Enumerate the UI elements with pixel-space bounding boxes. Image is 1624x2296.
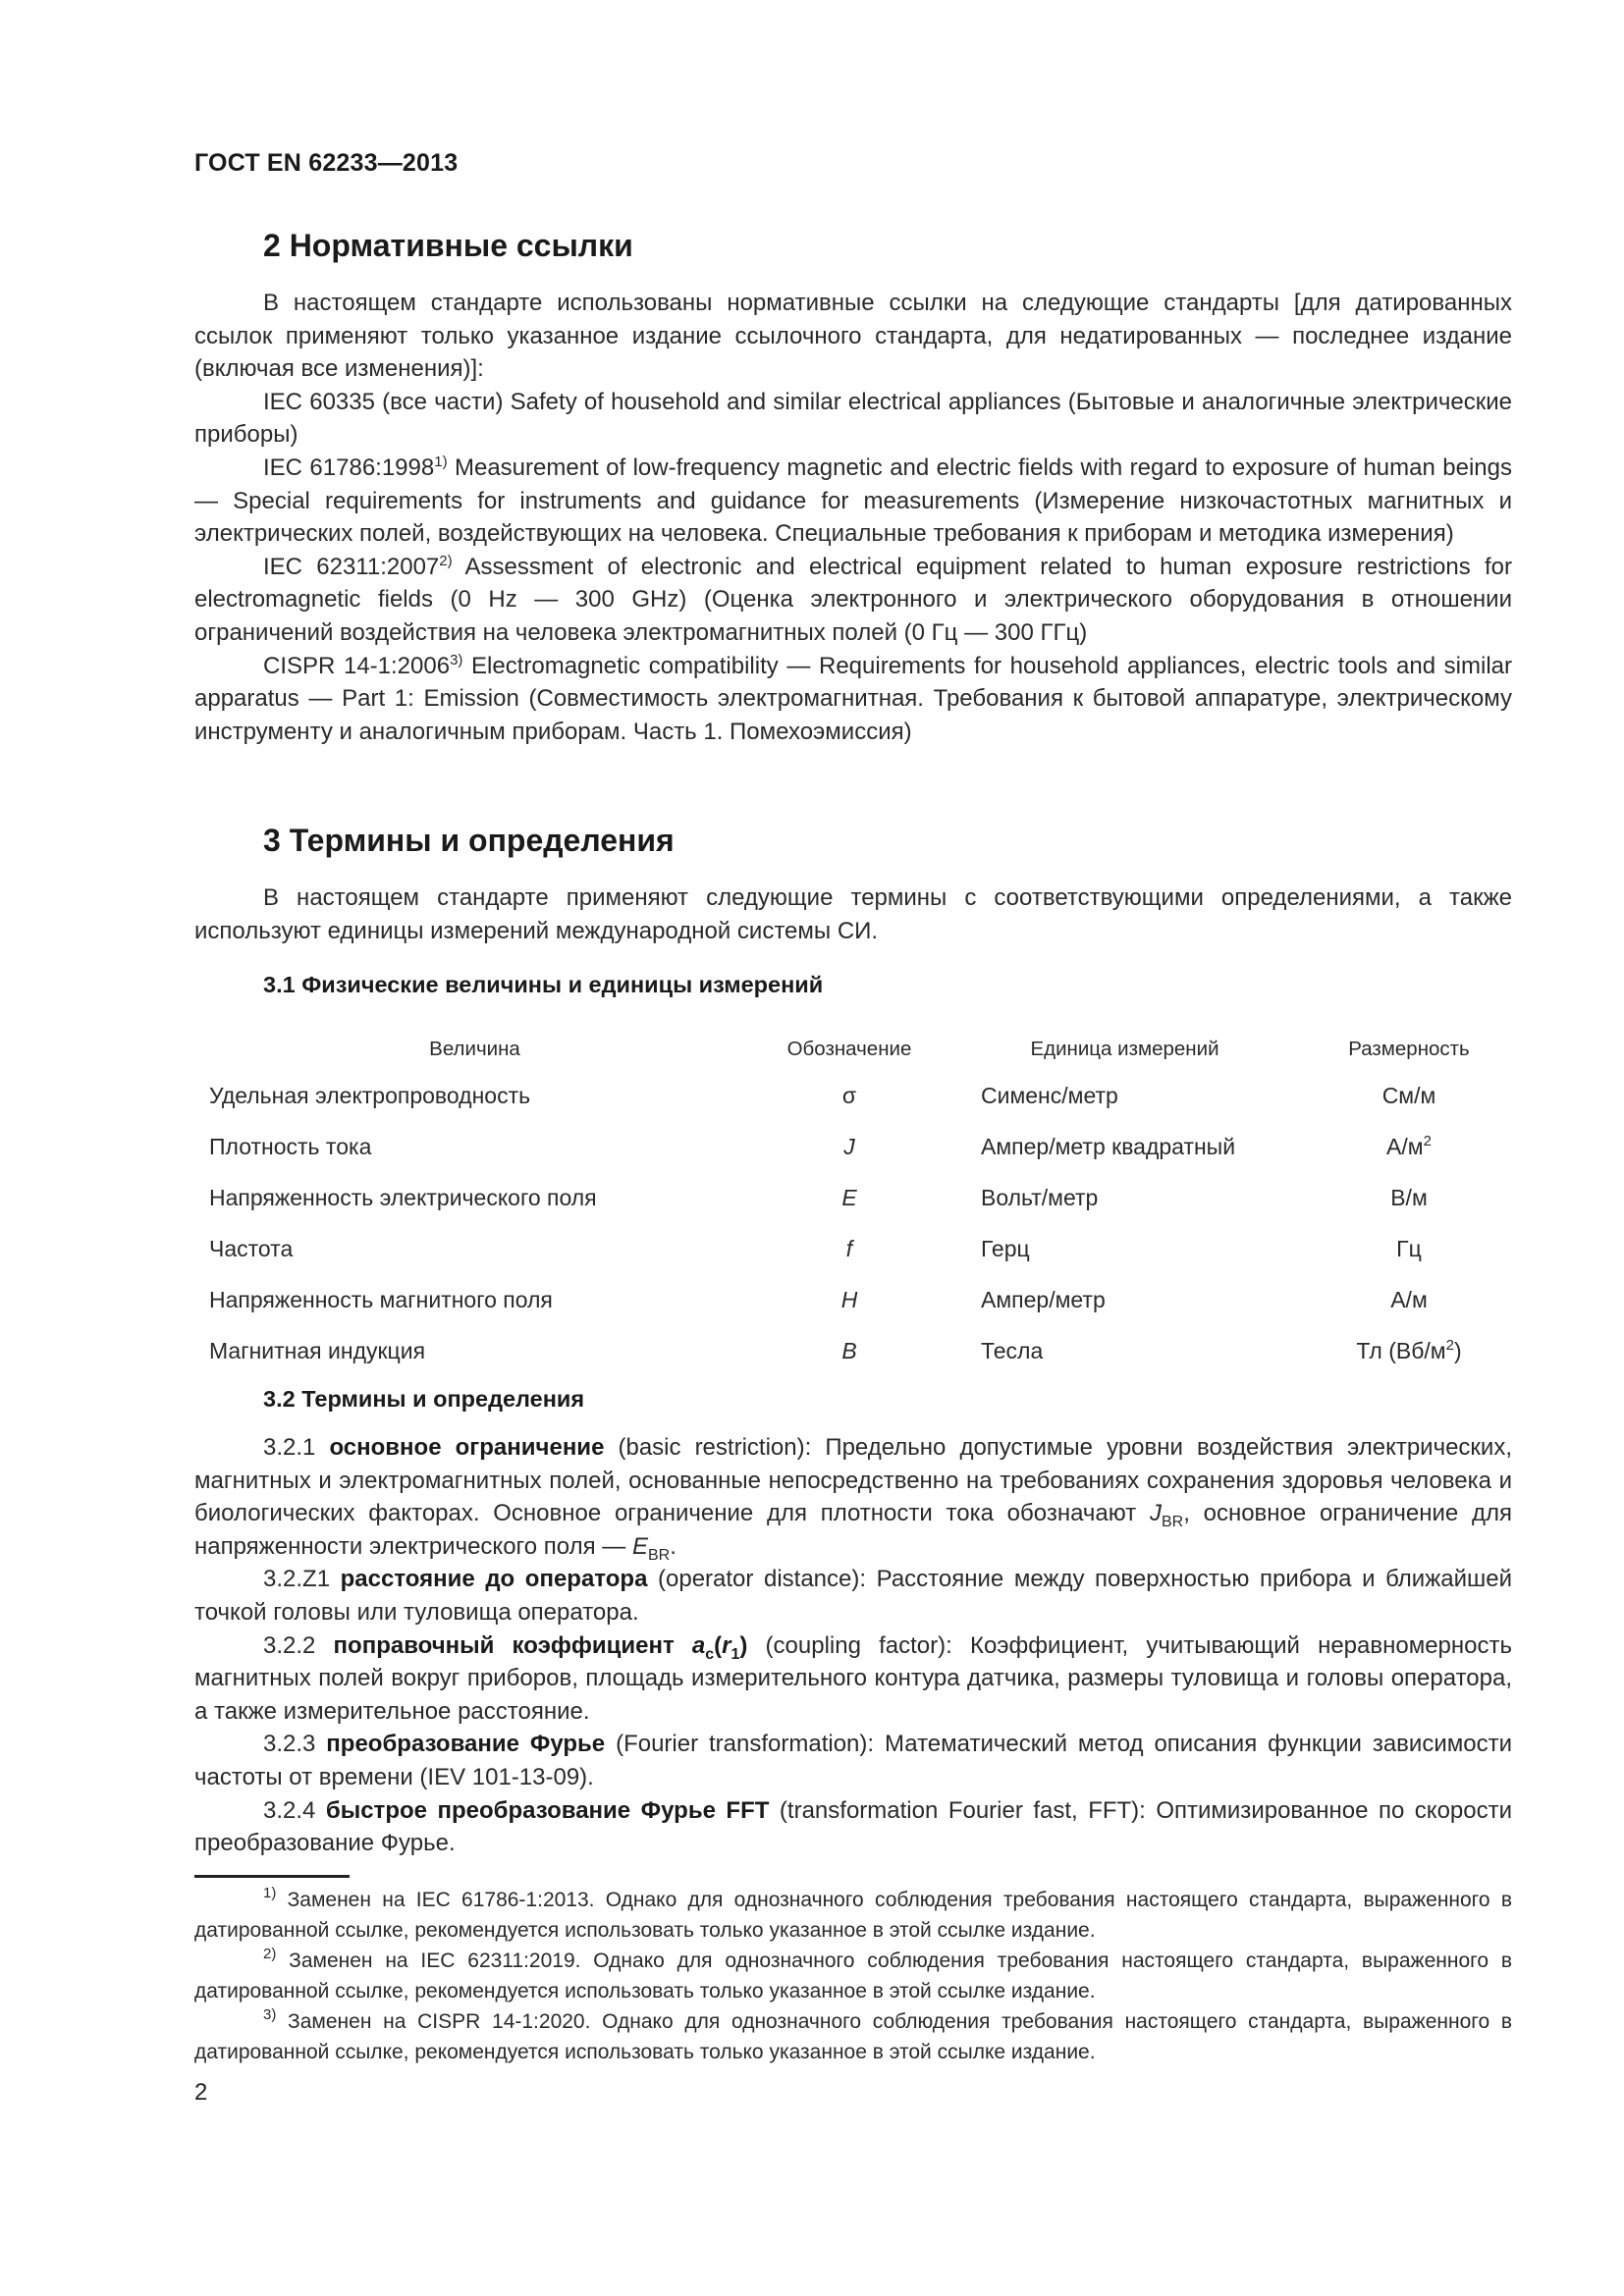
- column-header-symbol: Обозначение: [786, 1038, 912, 1060]
- reference-item: CISPR 14-1:2006$^{3)}$ Electromagnetic compatibility — Requirements for household appliances, electric tools and similar apparatus — Part 1: Emission (Совместимость электромагнитная. Требования к бытовой аппаратуре, электрическому инструменту и аналогичным приборам. Часть 1. Помехоэмиссия): [194, 651, 1512, 745]
- footnotes: [194, 1885, 1512, 2067]
- table-row: Магнитная индукция B Тесла Тл $(Вб/м^2)$: [209, 1336, 1462, 1363]
- term-3-2-z1: 3.2.Z1 расстояние до оператора (operator distance): Расстояние между поверхностью прибора и ближайшей точкой головы или туловища оператора.: [194, 1566, 1513, 1626]
- footnote-ref[interactable]: 2): [439, 552, 453, 569]
- footnote-3: $^{3)}$ Заменен на CISPR 14-1:2020. Однако для однозначного соблюдения требования настоящего стандарта, выраженного в датированной ссылке, рекомендуется использовать только указанное в этой ссылке издание.: [194, 2006, 1512, 2063]
- page-number: 2: [194, 2079, 208, 2106]
- footnote-ref[interactable]: 3): [450, 651, 463, 668]
- footnote-ref[interactable]: 1): [434, 453, 448, 470]
- section-3-title: 3 Термины и определения: [263, 823, 675, 858]
- section-2-title: 2 Нормативные ссылки: [263, 228, 633, 263]
- terms-list: [194, 1431, 1512, 1860]
- section-2-intro: В настоящем стандарте использованы нормативные ссылки на следующие стандарты [для датированных ссылок применяют только указанное издание ссылочного стандарта, для недатированных — последнее издание (включая все изменения)]:: [194, 290, 1512, 383]
- footnote-separator: [194, 1875, 350, 1878]
- running-header: ГОСТ EN 62233—2013: [194, 149, 459, 177]
- term-3-2-2: 3.2.2 поправочный коэффициент $a_c(r_1)$ (coupling factor): Коэффициент, учитывающий неравномерность магнитных полей вокруг приборов, площадь измерительного контура датчика, размеры туловища и головы оператора, а также измерительное расстояние.: [194, 1631, 1513, 1725]
- footnote-2: $^{2)}$ Заменен на IEC 62311:2019. Однако для однозначного соблюдения требования настоящего стандарта, выраженного в датированной ссылке, рекомендуется использовать только указанное в этой ссылке издание.: [194, 1946, 1512, 2002]
- subsection-3-1-title: 3.1 Физические величины и единицы измерений: [263, 972, 824, 997]
- reference-item: IEC 62311:2007$^{2)}$ Assessment of electronic and electrical equipment related to human exposure restrictions for electromagnetic fields (0 Hz — 300 GHz) (Оценка электронного и электрического оборудования в отношении ограничений воздействия на человека электромагнитных полей (0 Гц — 300 ГГц): [194, 552, 1512, 646]
- reference-item: IEC 61786:1998$^{1)}$ Measurement of low-frequency magnetic and electric fields with regard to exposure of human beings — Special requirements for instruments and guidance for measurements (Измерение низкочастотных магнитных и электрических полей, воздействующих на человека. Специальные требования к приборам и методика измерения): [194, 453, 1512, 548]
- reference-item: IEC 60335 (все части) Safety of household and similar electrical appliances (Бытовые и аналогичные электрические приборы): [194, 388, 1513, 449]
- section-3-intro: В настоящем стандарте применяют следующие термины с соответствующими определениями, а также используют единицы измерений международной системы СИ.: [194, 884, 1512, 944]
- table-row: Напряженность электрического поля E Вольт/метр В/м: [209, 1184, 1428, 1210]
- column-header-dimension: Размерность: [1348, 1038, 1470, 1060]
- section-2-body: [194, 287, 1512, 748]
- table-row: Частота f Герц Гц: [209, 1235, 1422, 1261]
- column-header-quantity: Величина: [429, 1038, 520, 1060]
- table-row: Напряженность магнитного поля H Ампер/метр А/м: [209, 1286, 1428, 1312]
- term-3-2-1: 3.2.1 основное ограничение (basic restriction): Предельно допустимые уровни воздействия электрических, магнитных и электромагнитных полей, основанные непосредственно на требованиях сохранения здоровья человека и биологических факторах. Основное ограничение для плотности тока обозначают $J_{BR}$, основное ограничение для напряженности электрического поля — $E_{BR}$.: [194, 1434, 1513, 1564]
- term-3-2-3: 3.2.3 преобразование Фурье (Fourier transformation): Математический метод описания функции зависимости частоты от времени (IEV 101-13-09).: [194, 1731, 1512, 1790]
- table-row: Плотность тока J Ампер/метр квадратный $А/м^2$: [209, 1132, 1432, 1159]
- column-header-unit: Единица измерений: [1030, 1038, 1219, 1060]
- subsection-3-2-title: 3.2 Термины и определения: [263, 1386, 585, 1412]
- term-3-2-4: 3.2.4 быстрое преобразование Фурье FFT (transformation Fourier fast, FFT): Оптимизированное по скорости преобразование Фурье.: [194, 1796, 1513, 1857]
- units-table: [194, 1029, 1512, 1376]
- table-row: Удельная электропроводность σ Сименс/метр См/м: [209, 1082, 1436, 1108]
- footnote-1: $^{1)}$ Заменен на IEC 61786-1:2013. Однако для однозначного соблюдения требования настоящего стандарта, выраженного в датированной ссылке, рекомендуется использовать только указанное в этой ссылке издание.: [194, 1885, 1512, 1942]
- table-header-row: [194, 1029, 1512, 1070]
